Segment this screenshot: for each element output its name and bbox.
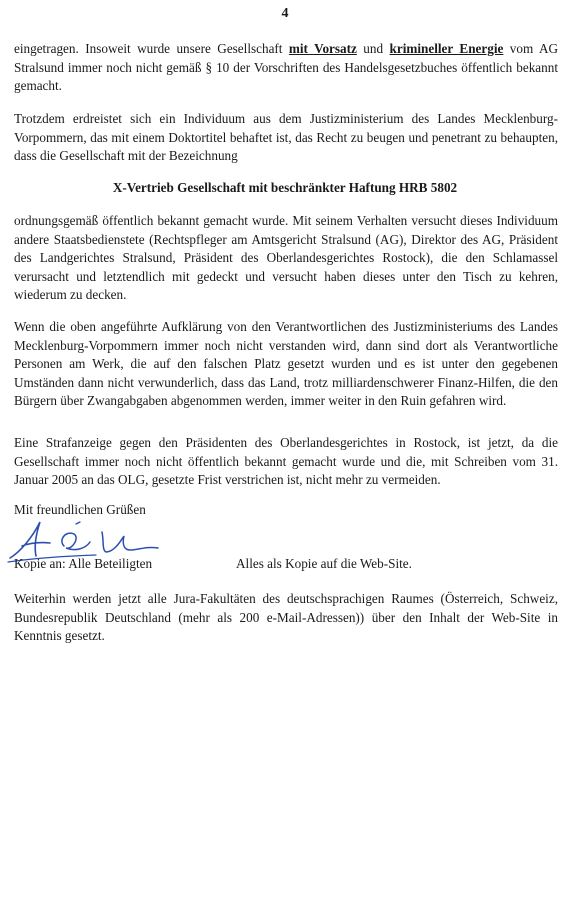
paragraph-registration-text-1: eingetragen. Insoweit wurde unsere Gesellschaft	[14, 41, 289, 56]
page-number: 4	[281, 6, 289, 21]
paragraph-registration-text-3: vom AG Stralsund immer noch nicht gemäß § 10 der Vorschriften des Handelsgesetzbuches öffentlich bekannt gemacht.	[14, 41, 558, 93]
closing-greeting: Mit freundlichen Grüßen	[14, 502, 146, 517]
paragraph-registration-text-2: und	[356, 41, 390, 56]
paragraph-ministry: Trotzdem erdreistet sich ein Individuum aus dem Justizministerium des Landes Mecklenburg-Vorpommern, das mit einem Doktortitel behaftet ist, das Recht zu beugen und penetrant zu behaupten, dass die Gesellschaft mit der Bezeichnung	[14, 111, 558, 163]
paragraph-law-faculties: Weiterhin werden jetzt alle Jura-Fakultäten des deutschsprachigen Raumes (Österreich, Schweiz, Bundesrepublik Deutschland (mehr als 200 e-Mail-Adressen)) über den Inhalt der Web-Site in Kenntnis gesetzt.	[14, 591, 558, 643]
paragraph-registration	[14, 40, 558, 96]
company-heading: X-Vertrieb Gesellschaft mit beschränkter Haftung HRB 5802	[112, 180, 458, 195]
paragraph-officials: ordnungsgemäß öffentlich bekannt gemacht wurde. Mit seinem Verhalten versucht dieses Individuum andere Staatsbedienstete (Rechtspfleger am Amtsgericht Stralsund (AG), Direktor des AG, Präsident des Landgerichtes Stralsund, Präsident des Oberlandesgerichtes Rostock), die den Schlamassel verursacht und letztendlich mit gedeckt und versucht haben dieses unter den Tisch zu kehren, wiederum zu decken.	[14, 213, 558, 302]
emphasis-intent: mit Vorsatz	[288, 41, 357, 56]
emphasis-criminal-energy: krimineller Energie	[389, 41, 504, 56]
paragraph-criminal-complaint: Eine Strafanzeige gegen den Präsidenten des Oberlandesgerichtes in Rostock, ist jetzt, da die Gesellschaft immer noch nicht öffentlich bekannt gemacht wurde und die, mit Schreiben vom 31. Januar 2005 an das OLG, gesetzte Frist verstrichen ist, nicht mehr zu vermeiden.	[14, 435, 558, 487]
copy-website-note: Alles als Kopie auf die Web-Site.	[236, 556, 412, 571]
paragraph-responsibility: Wenn die oben angeführte Aufklärung von den Verantwortlichen des Justizministeriums des Landes Mecklenburg-Vorpommern immer noch nicht verstanden wird, dann sind dort als Verantwortliche Personen am Werk, die auf den falschen Platz gesetzt wurden und es ist unter den gegebenen Umständen dann nicht verwunderlich, dass das Land, trotz milliardenschwerer Finanz-Hilfen, die den Bürgern über Zwangabgaben abgenommen werden, immer weiter in den Ruin gefahren wird.	[14, 319, 558, 408]
copy-recipients: Kopie an: Alle Beteiligten	[14, 556, 153, 571]
